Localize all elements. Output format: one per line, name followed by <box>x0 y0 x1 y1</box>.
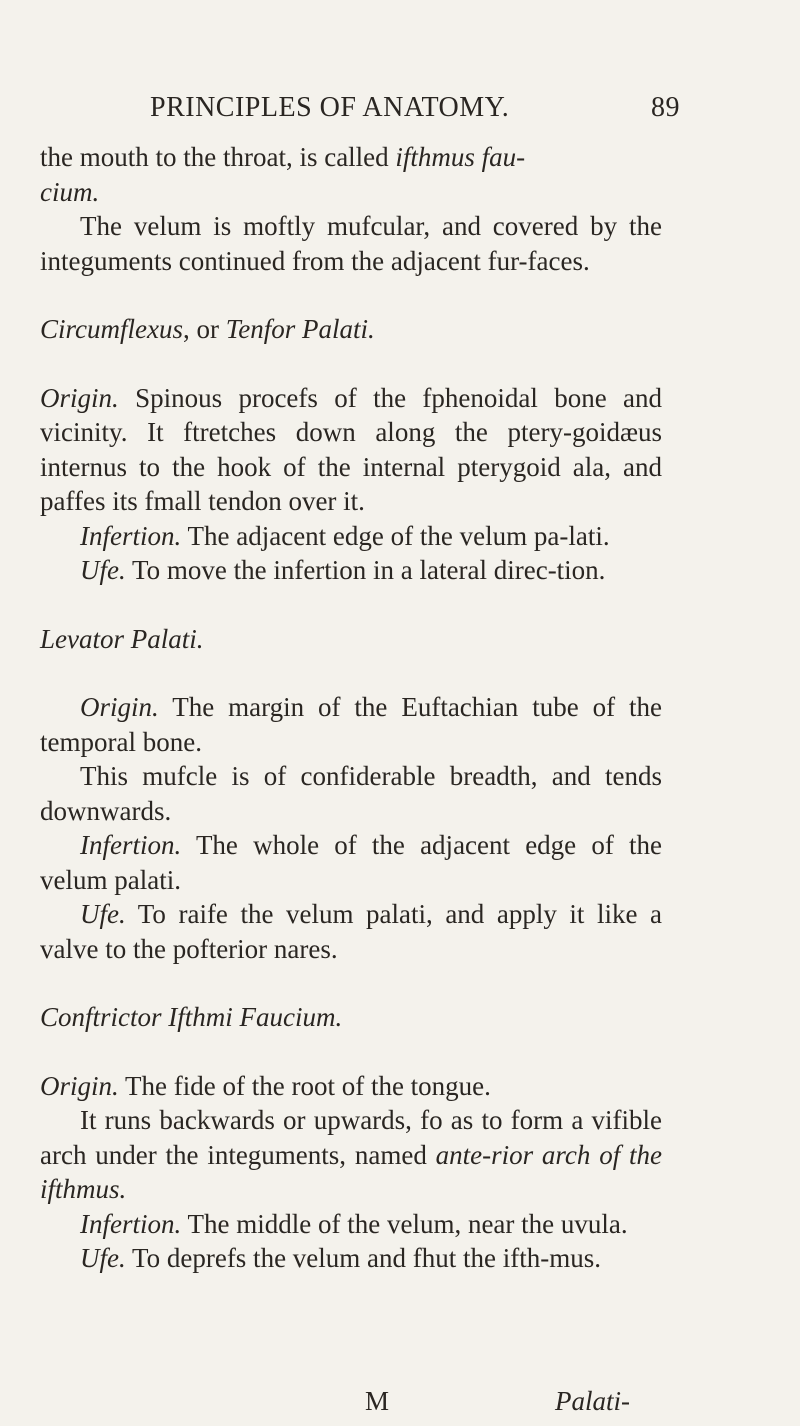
heading-circumflexus <box>40 312 662 347</box>
insertion-entry <box>40 1207 662 1242</box>
heading-part: Circumflexus <box>40 314 183 344</box>
term: ante-rior arch of the ifthmus. <box>40 1139 662 1204</box>
note-paragraph: This mufcle is of confiderable breadth, and tends downwards. <box>40 761 662 826</box>
running-title: PRINCIPLES OF ANATOMY. <box>150 92 510 123</box>
origin-text: Spinous procefs of the fphenoidal bone and vicinity. It ftretches down along the ptery-goidæus internus to the hook of the internal pterygoid ala, and paffes its fmall tendon over it. <box>40 382 662 516</box>
origin-label: Origin. <box>80 692 159 722</box>
term: cium. <box>40 176 100 207</box>
page-number: 89 <box>651 92 680 123</box>
signature-mark: M <box>365 1386 390 1416</box>
origin-entry <box>40 690 662 759</box>
insertion-label: Infertion. <box>80 520 182 551</box>
use-text: To deprefs the velum and fhut the ifth-mus. <box>125 1243 601 1273</box>
term: ifthmus fau- <box>395 142 526 172</box>
use-text: To move the infertion in a lateral direc-tion. <box>125 555 606 585</box>
note-text: It runs backwards or upwards, fo as to form a vifible arch under the integuments, named <box>40 1105 662 1170</box>
insertion-label: Infertion. <box>80 1208 182 1239</box>
insertion-text: The adjacent edge of the velum pa-lati. <box>181 520 610 551</box>
heading-or: , or <box>182 314 226 344</box>
use-entry <box>40 897 662 966</box>
use-label: Ufe. <box>80 1243 126 1273</box>
heading-levator: Levator Palati. <box>40 623 204 654</box>
paragraph-velum: The velum is moftly mufcular, and covered by the integuments continued from the adjacent fur-faces. <box>40 211 662 276</box>
paragraph-opening <box>40 140 662 209</box>
heading-constrictor: Conftrictor Ifthmi Faucium. <box>40 1002 343 1032</box>
insertion-text: The whole of the adjacent edge of the velum palati. <box>40 830 662 895</box>
catchword: Palati- <box>555 1386 630 1416</box>
text: the mouth to the throat, is called <box>40 142 396 172</box>
heading-part: Tenfor Palati. <box>225 314 375 344</box>
use-text: To raife the velum palati, and apply it like a valve to the pofterior nares. <box>40 899 662 964</box>
running-header <box>150 92 680 124</box>
use-label: Ufe. <box>80 899 126 929</box>
use-entry <box>40 1241 662 1276</box>
origin-text: The fide of the root of the tongue. <box>118 1070 491 1101</box>
note-paragraph <box>40 1103 662 1207</box>
use-entry <box>40 553 662 588</box>
origin-entry <box>40 381 662 519</box>
insertion-label: Infertion. <box>80 830 182 860</box>
page-body <box>40 140 662 1276</box>
origin-text: The margin of the Euftachian tube of the temporal bone. <box>40 692 662 757</box>
origin-entry <box>40 1069 662 1104</box>
insertion-entry <box>40 828 662 897</box>
insertion-entry <box>40 519 662 554</box>
use-label: Ufe. <box>80 555 126 585</box>
insertion-text: The middle of the velum, near the uvula. <box>181 1208 628 1239</box>
origin-label: Origin. <box>40 1070 119 1101</box>
origin-label: Origin. <box>40 382 119 413</box>
